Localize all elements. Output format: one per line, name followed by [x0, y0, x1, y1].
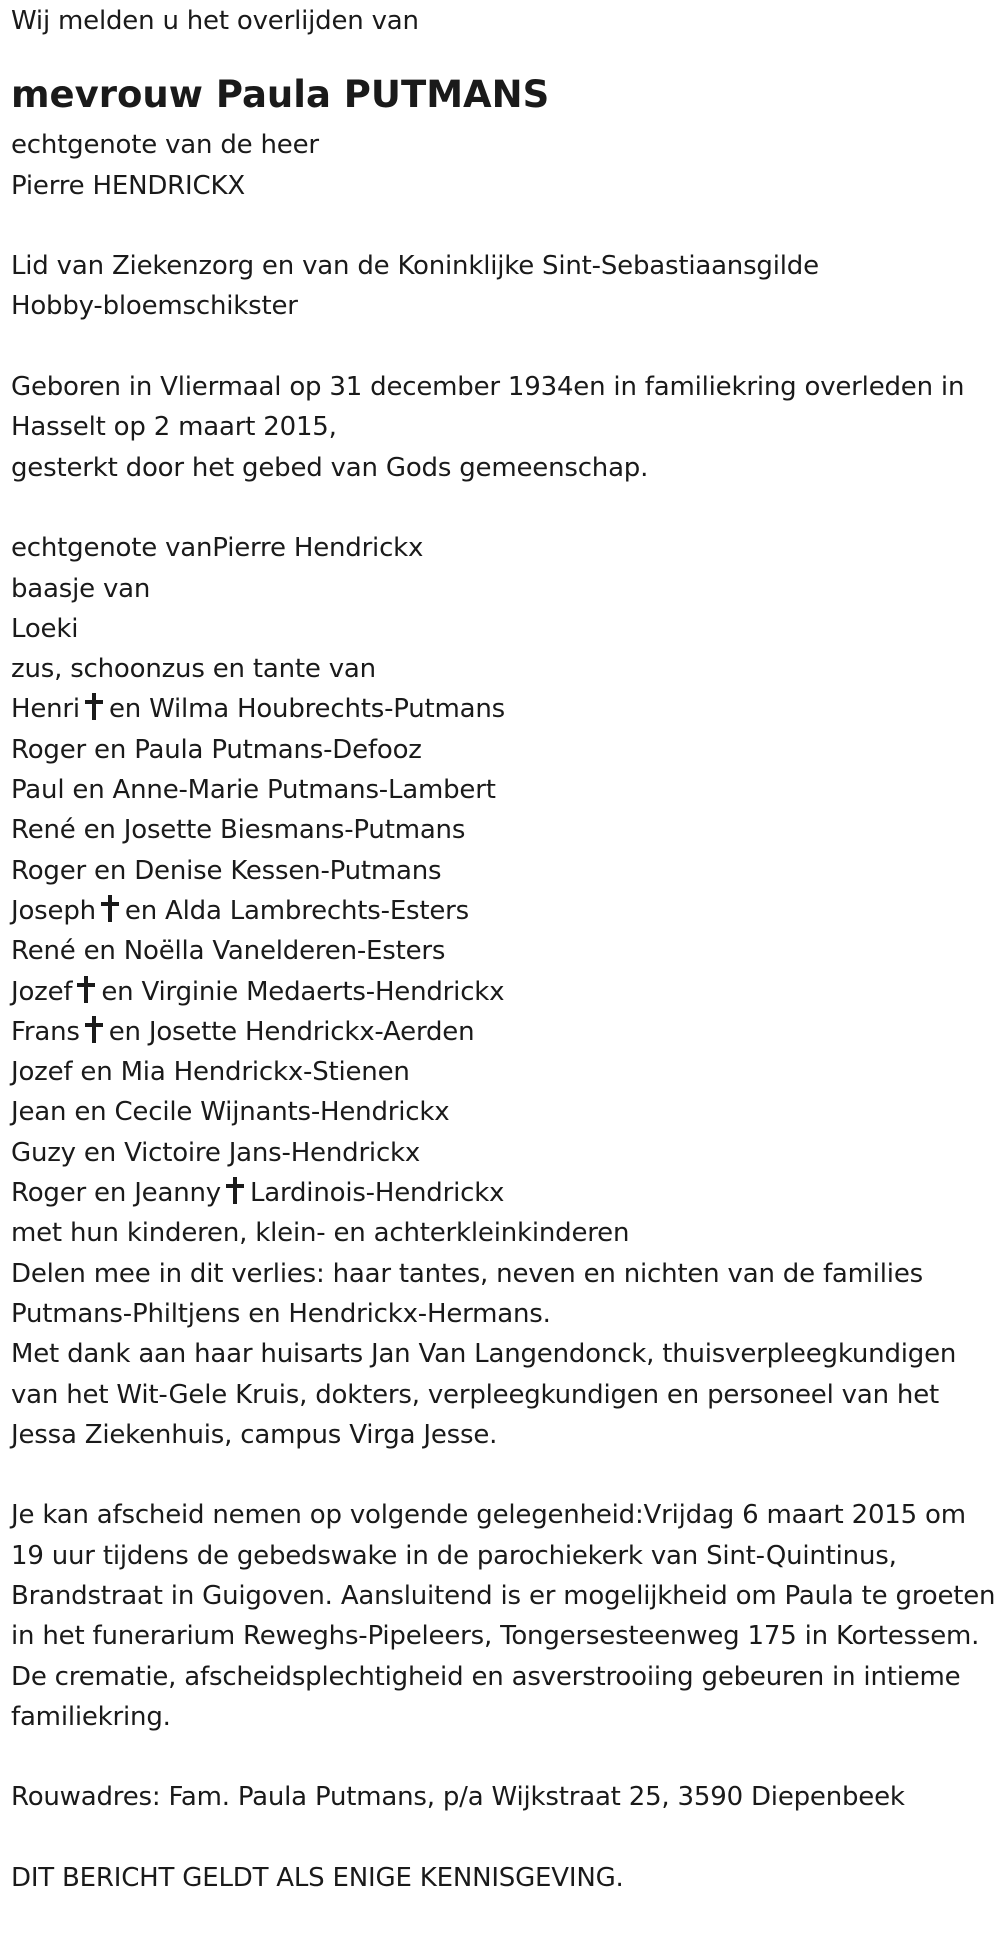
list-item: Frans en Josette Hendrickx-Aerden	[11, 1016, 475, 1047]
intro-text: Wij melden u het overlijden van	[11, 6, 419, 36]
hobby-text: Hobby-bloemschikster	[11, 291, 298, 322]
list-item: René en Josette Biesmans-Putmans	[11, 815, 466, 846]
list-item: René en Noëlla Vanelderen-Esters	[11, 936, 446, 967]
family-members-list	[11, 689, 996, 1213]
pet-label: baasje van	[11, 573, 151, 604]
list-item: Paul en Anne-Marie Putmans-Lambert	[11, 775, 496, 806]
deceased-name: mevrouw Paula PUTMANS	[11, 73, 550, 117]
list-item: Joseph en Alda Lambrechts-Esters	[11, 895, 470, 926]
list-item: Jozef en Virginie Medaerts-Hendrickx	[11, 976, 505, 1007]
list-item: Henri en Wilma Houbrechts-Putmans	[11, 694, 506, 725]
spouse-name: Pierre HENDRICKX	[11, 170, 245, 201]
share-loss-text: Delen mee in dit verlies: haar tantes, neven en nichten van de families Putmans-Philtjens en Hendrickx-Hermans.	[11, 1258, 923, 1329]
membership-text: Lid van Ziekenzorg en van de Koninklijke Sint-Sebastiaansgilde	[11, 251, 819, 282]
list-item: Roger en Jeanny Lardinois-Hendrickx	[11, 1178, 505, 1209]
obituary-document	[11, 0, 996, 1898]
strengthened-text: gesterkt door het gebed van Gods gemeenschap.	[11, 452, 649, 483]
pet-name: Loeki	[11, 613, 79, 644]
cross-icon	[85, 1016, 103, 1043]
thanks-text: Met dank aan haar huisarts Jan Van Langendonck, thuisverpleegkundigen van het Wit-Gele Kruis, dokters, verpleegkundigen en personeel van het Jessa Ziekenhuis, campus Virga Jesse.	[11, 1339, 957, 1450]
list-item: Jean en Cecile Wijnants-Hendrickx	[11, 1097, 450, 1128]
descendants-text: met hun kinderen, klein- en achterkleinkinderen	[11, 1218, 630, 1249]
cross-icon	[101, 895, 119, 922]
mourning-address: Rouwadres: Fam. Paula Putmans, p/a Wijkstraat 25, 3590 Diepenbeek	[11, 1782, 905, 1813]
family-spouse-line: echtgenote vanPierre Hendrickx	[11, 533, 424, 564]
list-item: Roger en Denise Kessen-Putmans	[11, 855, 442, 886]
siblings-label: zus, schoonzus en tante van	[11, 654, 376, 685]
cross-icon	[226, 1177, 244, 1204]
list-item: Jozef en Mia Hendrickx-Stienen	[11, 1057, 410, 1088]
list-item: Roger en Paula Putmans-Defooz	[11, 734, 422, 765]
cross-icon	[85, 693, 103, 720]
notice-text: DIT BERICHT GELDT ALS ENIGE KENNISGEVING.	[11, 1863, 624, 1894]
farewell-text: Je kan afscheid nemen op volgende gelegenheid:Vrijdag 6 maart 2015 om 19 uur tijdens de gebedswake in de parochiekerk van Sint-Quintinus, Brandstraat in Guigoven. Aansluitend is er mogelijkheid om Paula te groeten in het funerarium Reweghs-Pipeleers, Tongersesteenweg 175 in Kortessem.	[11, 1500, 996, 1652]
list-item: Guzy en Victoire Jans-Hendrickx	[11, 1137, 421, 1168]
cross-icon	[77, 976, 95, 1003]
cremation-text: De crematie, afscheidsplechtigheid en asverstrooiing gebeuren in intieme familiekring.	[11, 1661, 961, 1732]
spouse-label: echtgenote van de heer	[11, 130, 319, 161]
birth-death-text: Geboren in Vliermaal op 31 december 1934en in familiekring overleden in Hasselt op 2 maart 2015,	[11, 372, 965, 443]
